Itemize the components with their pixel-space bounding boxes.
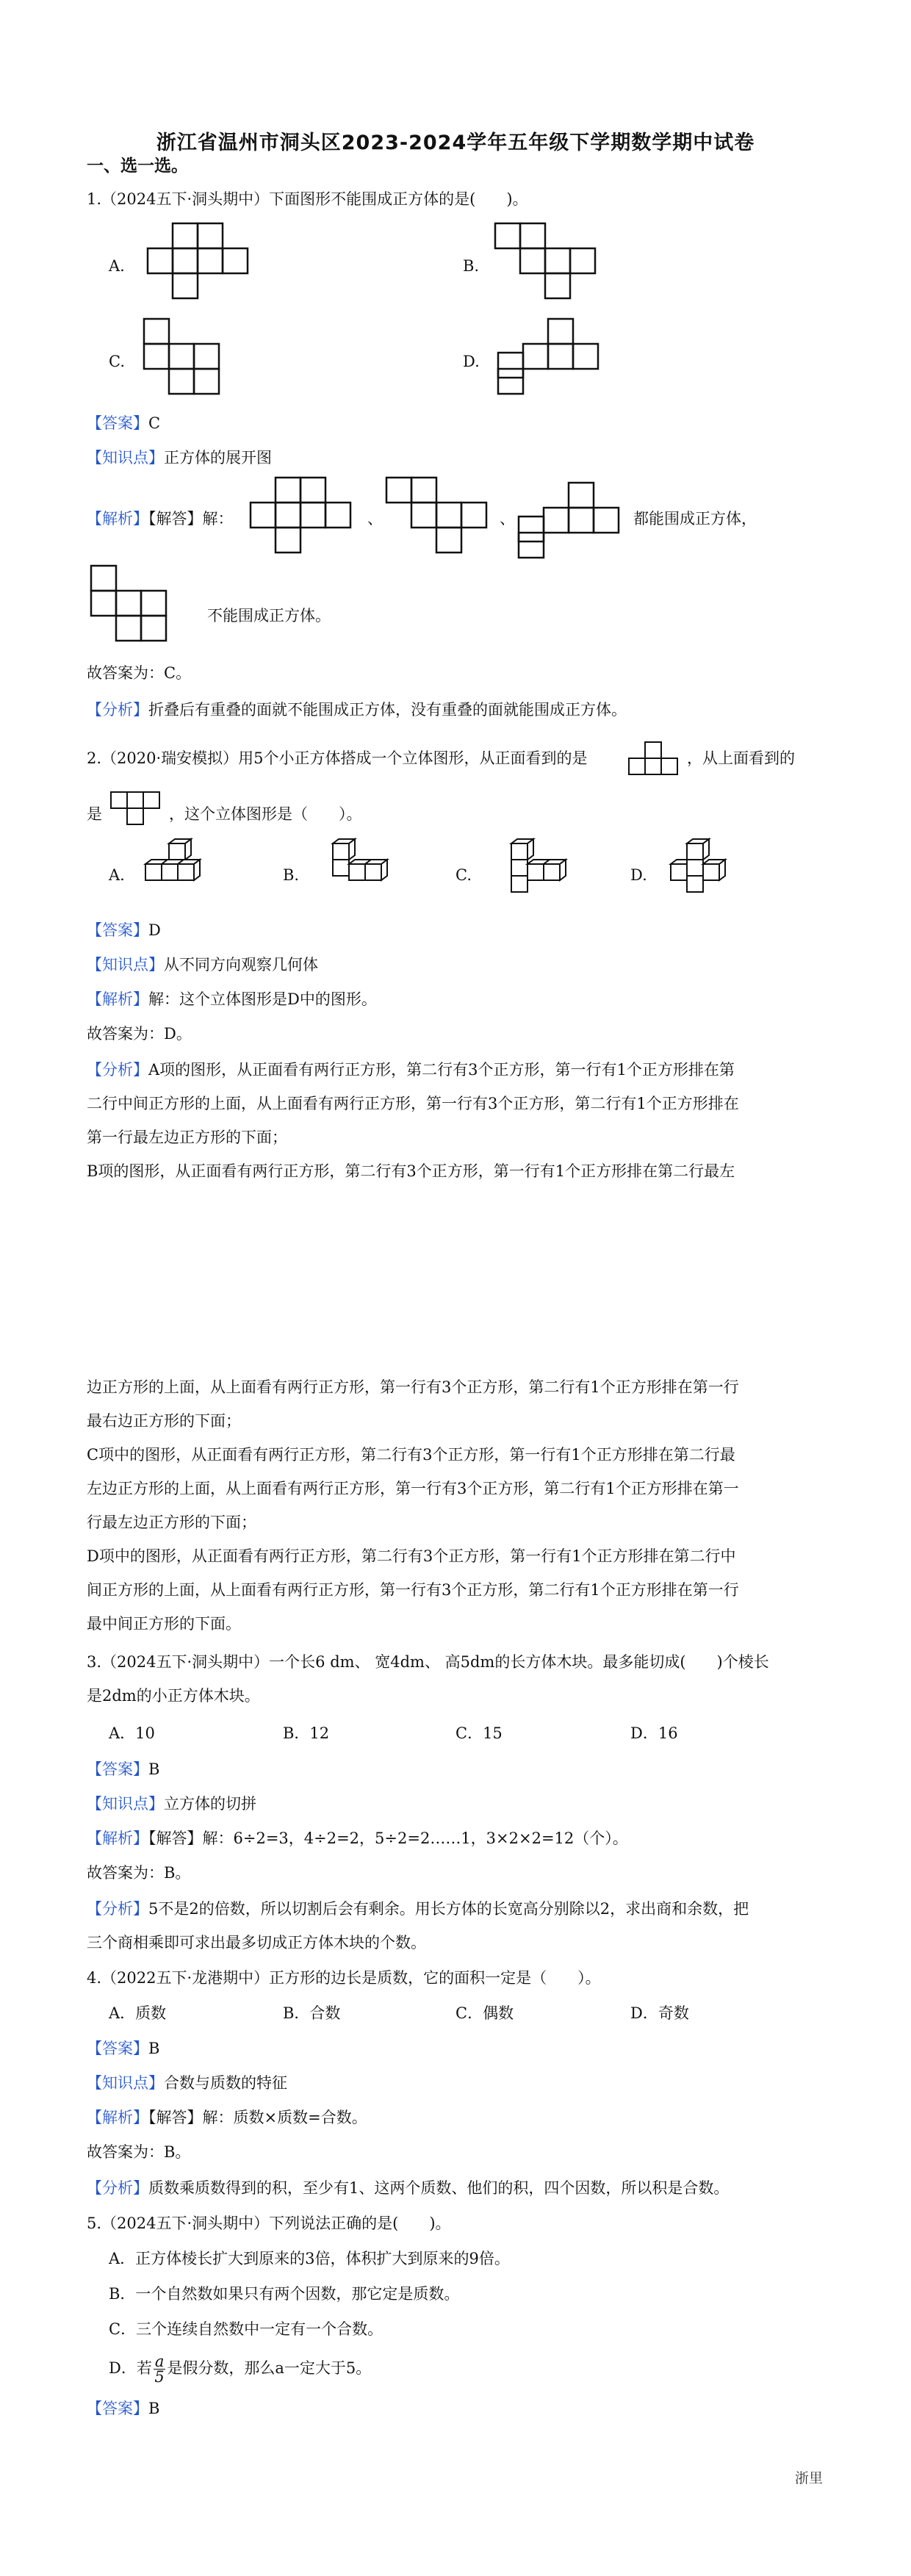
q2-stem-c: 是 xyxy=(87,805,102,823)
q4-conclusion: 故答案为：B。 xyxy=(87,2143,191,2161)
q2-fenxi-line-9: 行最左边正方形的下面； xyxy=(87,1514,256,1531)
answer-tag: 【答案】 xyxy=(87,921,148,939)
q1-conclusion: 故答案为：C。 xyxy=(87,664,192,682)
q4-knowledge-value: 合数与质数的特征 xyxy=(164,2074,287,2092)
analysis-tag: 【解析】 xyxy=(87,990,148,1008)
q3-jiexi xyxy=(87,1827,628,1850)
q2-fenxi-line-5: 边正方形的上面，从上面看有两行正方形，第一行有3个正方形，第二行有1个正方形排在第一行 xyxy=(87,1378,739,1396)
q1-jiexi-net-1 xyxy=(246,476,364,557)
q4-answer-value: B xyxy=(148,2040,160,2057)
q3-option-c: C．15 xyxy=(455,1724,503,1742)
q5-option-b: B．一个自然数如果只有两个因数，那它定是质数。 xyxy=(109,2285,460,2303)
q2-fenxi-line-11: 间正方形的上面，从上面看有两行正方形，第一行有3个正方形，第二行有1个正方形排在第一行 xyxy=(87,1581,739,1599)
q3-option-a: A．10 xyxy=(109,1724,155,1742)
fenxi-tag: 【分析】 xyxy=(87,701,148,719)
q4-knowledge xyxy=(87,2071,287,2095)
knowledge-tag: 【知识点】 xyxy=(87,956,164,974)
q3-answer xyxy=(87,1757,159,1781)
q1-answer xyxy=(87,411,160,435)
q2-option-d-solid xyxy=(665,838,738,896)
q2-fenxi-text: A项的图形，从正面看有两行正方形，第二行有3个正方形，第一行有1个正方形排在第 xyxy=(148,1061,735,1079)
q1-fenxi-text: 折叠后有重叠的面就不能围成正方体，没有重叠的面就能围成正方体。 xyxy=(148,701,627,719)
q2-fenxi-line-4: B项的图形，从正面看有两行正方形，第二行有3个正方形，第一行有1个正方形排在第二行最左 xyxy=(87,1162,735,1180)
q2-front-view-icon xyxy=(624,741,683,777)
q2-fenxi-line-7: C项中的图形，从正面看有两行正方形，第二行有3个正方形，第一行有1个正方形排在第二行最 xyxy=(87,1446,735,1464)
knowledge-tag: 【知识点】 xyxy=(87,1795,164,1813)
q2-fenxi-line-3: 第一行最左边正方形的下面； xyxy=(87,1129,287,1146)
q2-fenxi-line-6: 最右边正方形的下面； xyxy=(87,1412,241,1430)
q1-jiexi-net-3 xyxy=(514,481,632,562)
q2-stem-b: ，从上面看到的 xyxy=(687,749,795,767)
q5-fraction xyxy=(154,2354,166,2384)
q4-jiexi xyxy=(87,2106,367,2129)
q2-fenxi-line-10: D项中的图形，从正面看有两行正方形，第二行有3个正方形，第一行有1个正方形排在第二行中 xyxy=(87,1547,736,1565)
q1-option-b-label: B. xyxy=(463,257,480,275)
q2-jiexi xyxy=(87,987,377,1011)
section-heading: 一、选一选。 xyxy=(87,156,188,176)
answer-tag: 【答案】 xyxy=(87,2400,148,2417)
q2-option-b-label: B. xyxy=(283,866,300,884)
q4-fenxi xyxy=(87,2176,729,2200)
q2-stem-a: 2.（2020·瑞安模拟）用5个小正方体搭成一个立体图形，从正面看到的是 xyxy=(87,749,588,767)
answer-tag: 【答案】 xyxy=(87,1760,148,1778)
q5-answer xyxy=(87,2397,159,2420)
q5-option-c: C．三个连续自然数中一定有一个合数。 xyxy=(109,2320,384,2338)
q5-option-d-prefix: D．若 xyxy=(109,2359,152,2377)
q2-stem-d: ，这个立体图形是（ ）。 xyxy=(169,805,362,823)
knowledge-tag: 【知识点】 xyxy=(87,2074,164,2092)
q1-option-a-label: A. xyxy=(109,257,125,275)
analysis-tag: 【解析】 xyxy=(87,1830,148,1847)
q4-option-c: C．偶数 xyxy=(455,2004,514,2022)
q5-option-a: A．正方体棱长扩大到原来的3倍，体积扩大到原来的9倍。 xyxy=(109,2250,510,2267)
q2-fenxi-line-1 xyxy=(87,1058,735,1082)
q2-fenxi-line-12: 最中间正方形的下面。 xyxy=(87,1615,241,1633)
fraction-numerator: a xyxy=(154,2353,165,2370)
q3-conclusion: 故答案为：B。 xyxy=(87,1864,191,1882)
q2-conclusion: 故答案为：D。 xyxy=(87,1025,192,1043)
q5-stem: 5.（2024五下·洞头期中）下列说法正确的是( )。 xyxy=(87,2215,451,2232)
q1-option-d-label: D. xyxy=(463,353,480,370)
q1-option-c-net xyxy=(140,317,264,398)
q2-option-a-solid xyxy=(140,838,213,896)
q3-option-b: B．12 xyxy=(283,1724,330,1742)
q3-fenxi-text: 5不是2的倍数，所以切割后会有剩余。用长方体的长宽高分别除以2，求出商和余数，把 xyxy=(148,1900,749,1918)
q3-option-d: D．16 xyxy=(630,1724,678,1742)
q4-stem: 4.（2022五下·龙港期中）正方形的边长是质数，它的面积一定是（ ）。 xyxy=(87,1969,601,1987)
q3-answer-value: B xyxy=(148,1760,160,1778)
q1-jiexi-net-c xyxy=(87,564,212,645)
q2-option-a-label: A. xyxy=(109,866,125,884)
answer-sub-tag: 【解答】 xyxy=(148,510,203,528)
q1-knowledge xyxy=(87,446,272,469)
answer-tag: 【答案】 xyxy=(87,2040,148,2057)
q3-stem-b: 是2dm的小正方体木块。 xyxy=(87,1687,260,1705)
q1-fenxi xyxy=(87,698,627,722)
fraction-denominator: 5 xyxy=(154,2368,165,2386)
q2-option-c-solid xyxy=(500,838,573,896)
q3-fenxi-a xyxy=(87,1897,749,1921)
fenxi-tag: 【分析】 xyxy=(87,1061,148,1079)
q1-jiexi-prefix: 解： xyxy=(202,510,234,528)
answer-sub-tag: 【解答】 xyxy=(148,2109,203,2126)
analysis-tag: 【解析】 xyxy=(87,2109,148,2126)
q2-top-view-icon xyxy=(107,791,165,827)
q1-stem: 1.（2024五下·洞头期中）下面图形不能围成正方体的是( )。 xyxy=(87,190,528,208)
q2-fenxi-line-2: 二行中间正方形的上面，从上面看有两行正方形，第一行有3个正方形，第二行有1个正方形排在 xyxy=(87,1095,739,1112)
q1-option-b-net xyxy=(491,222,601,303)
q1-jiexi-net-2 xyxy=(382,476,492,557)
q5-option-d-suffix: 是假分数，那么a一定大于5。 xyxy=(167,2359,372,2377)
q1-jiexi-separator: 、 xyxy=(367,510,383,528)
q2-answer xyxy=(87,918,161,942)
q1-jiexi-label xyxy=(87,507,234,530)
q2-option-c-label: C. xyxy=(455,866,472,884)
q1-answer-value: C xyxy=(148,414,161,432)
q2-answer-value: D xyxy=(148,921,161,939)
q3-fenxi-b: 三个商相乘即可求出最多切成正方体木块的个数。 xyxy=(87,1934,426,1951)
q2-fenxi-line-8: 左边正方形的上面，从上面看有两行正方形，第一行有3个正方形，第二行有1个正方形排在第一 xyxy=(87,1480,739,1497)
q1-option-a-net xyxy=(143,222,261,303)
q1-jiexi-separator-2: 、 xyxy=(500,510,515,528)
q3-stem-a: 3.（2024五下·洞头期中）一个长6 dm、 宽4dm、 高5dm的长方体木块。最多能切成( )个棱长 xyxy=(87,1653,769,1671)
q5-option-d xyxy=(109,2354,371,2384)
q1-jiexi-mid: 都能围成正方体， xyxy=(633,510,757,528)
q4-option-b: B．合数 xyxy=(283,2004,341,2022)
q4-jiexi-text: 解：质数×质数=合数。 xyxy=(202,2109,367,2126)
q3-knowledge-value: 立方体的切拼 xyxy=(164,1795,256,1813)
q3-knowledge xyxy=(87,1792,256,1816)
q2-option-d-label: D. xyxy=(630,866,647,884)
page-title: 浙江省温州市洞头区2023-2024学年五年级下学期数学期中试卷 xyxy=(156,132,755,154)
q1-knowledge-value: 正方体的展开图 xyxy=(164,449,272,467)
knowledge-tag: 【知识点】 xyxy=(87,449,164,467)
q2-option-b-solid xyxy=(327,838,400,896)
fenxi-tag: 【分析】 xyxy=(87,2179,148,2197)
page-footer: 浙里 xyxy=(794,2470,823,2486)
q1-option-c-label: C. xyxy=(109,353,125,370)
q3-jiexi-text: 解：6÷2=3，4÷2=2，5÷2=2……1，3×2×2=12（个）。 xyxy=(202,1830,628,1847)
q5-answer-value: B xyxy=(148,2400,160,2417)
q1-option-d-net xyxy=(494,317,611,398)
q4-option-a: A．质数 xyxy=(109,2004,167,2022)
q4-answer xyxy=(87,2037,159,2060)
q2-jiexi-text: 解：这个立体图形是D中的图形。 xyxy=(148,990,377,1008)
answer-tag: 【答案】 xyxy=(87,414,148,432)
fenxi-tag: 【分析】 xyxy=(87,1900,148,1918)
q2-knowledge-value: 从不同方向观察几何体 xyxy=(164,956,318,974)
q2-knowledge xyxy=(87,953,318,976)
answer-sub-tag: 【解答】 xyxy=(148,1830,203,1847)
q4-option-d: D．奇数 xyxy=(630,2004,689,2022)
q1-jiexi-end: 不能围成正方体。 xyxy=(207,607,331,625)
analysis-tag: 【解析】 xyxy=(87,510,148,528)
q4-fenxi-text: 质数乘质数得到的积，至少有1、这两个质数、他们的积，四个因数，所以积是合数。 xyxy=(148,2179,730,2197)
